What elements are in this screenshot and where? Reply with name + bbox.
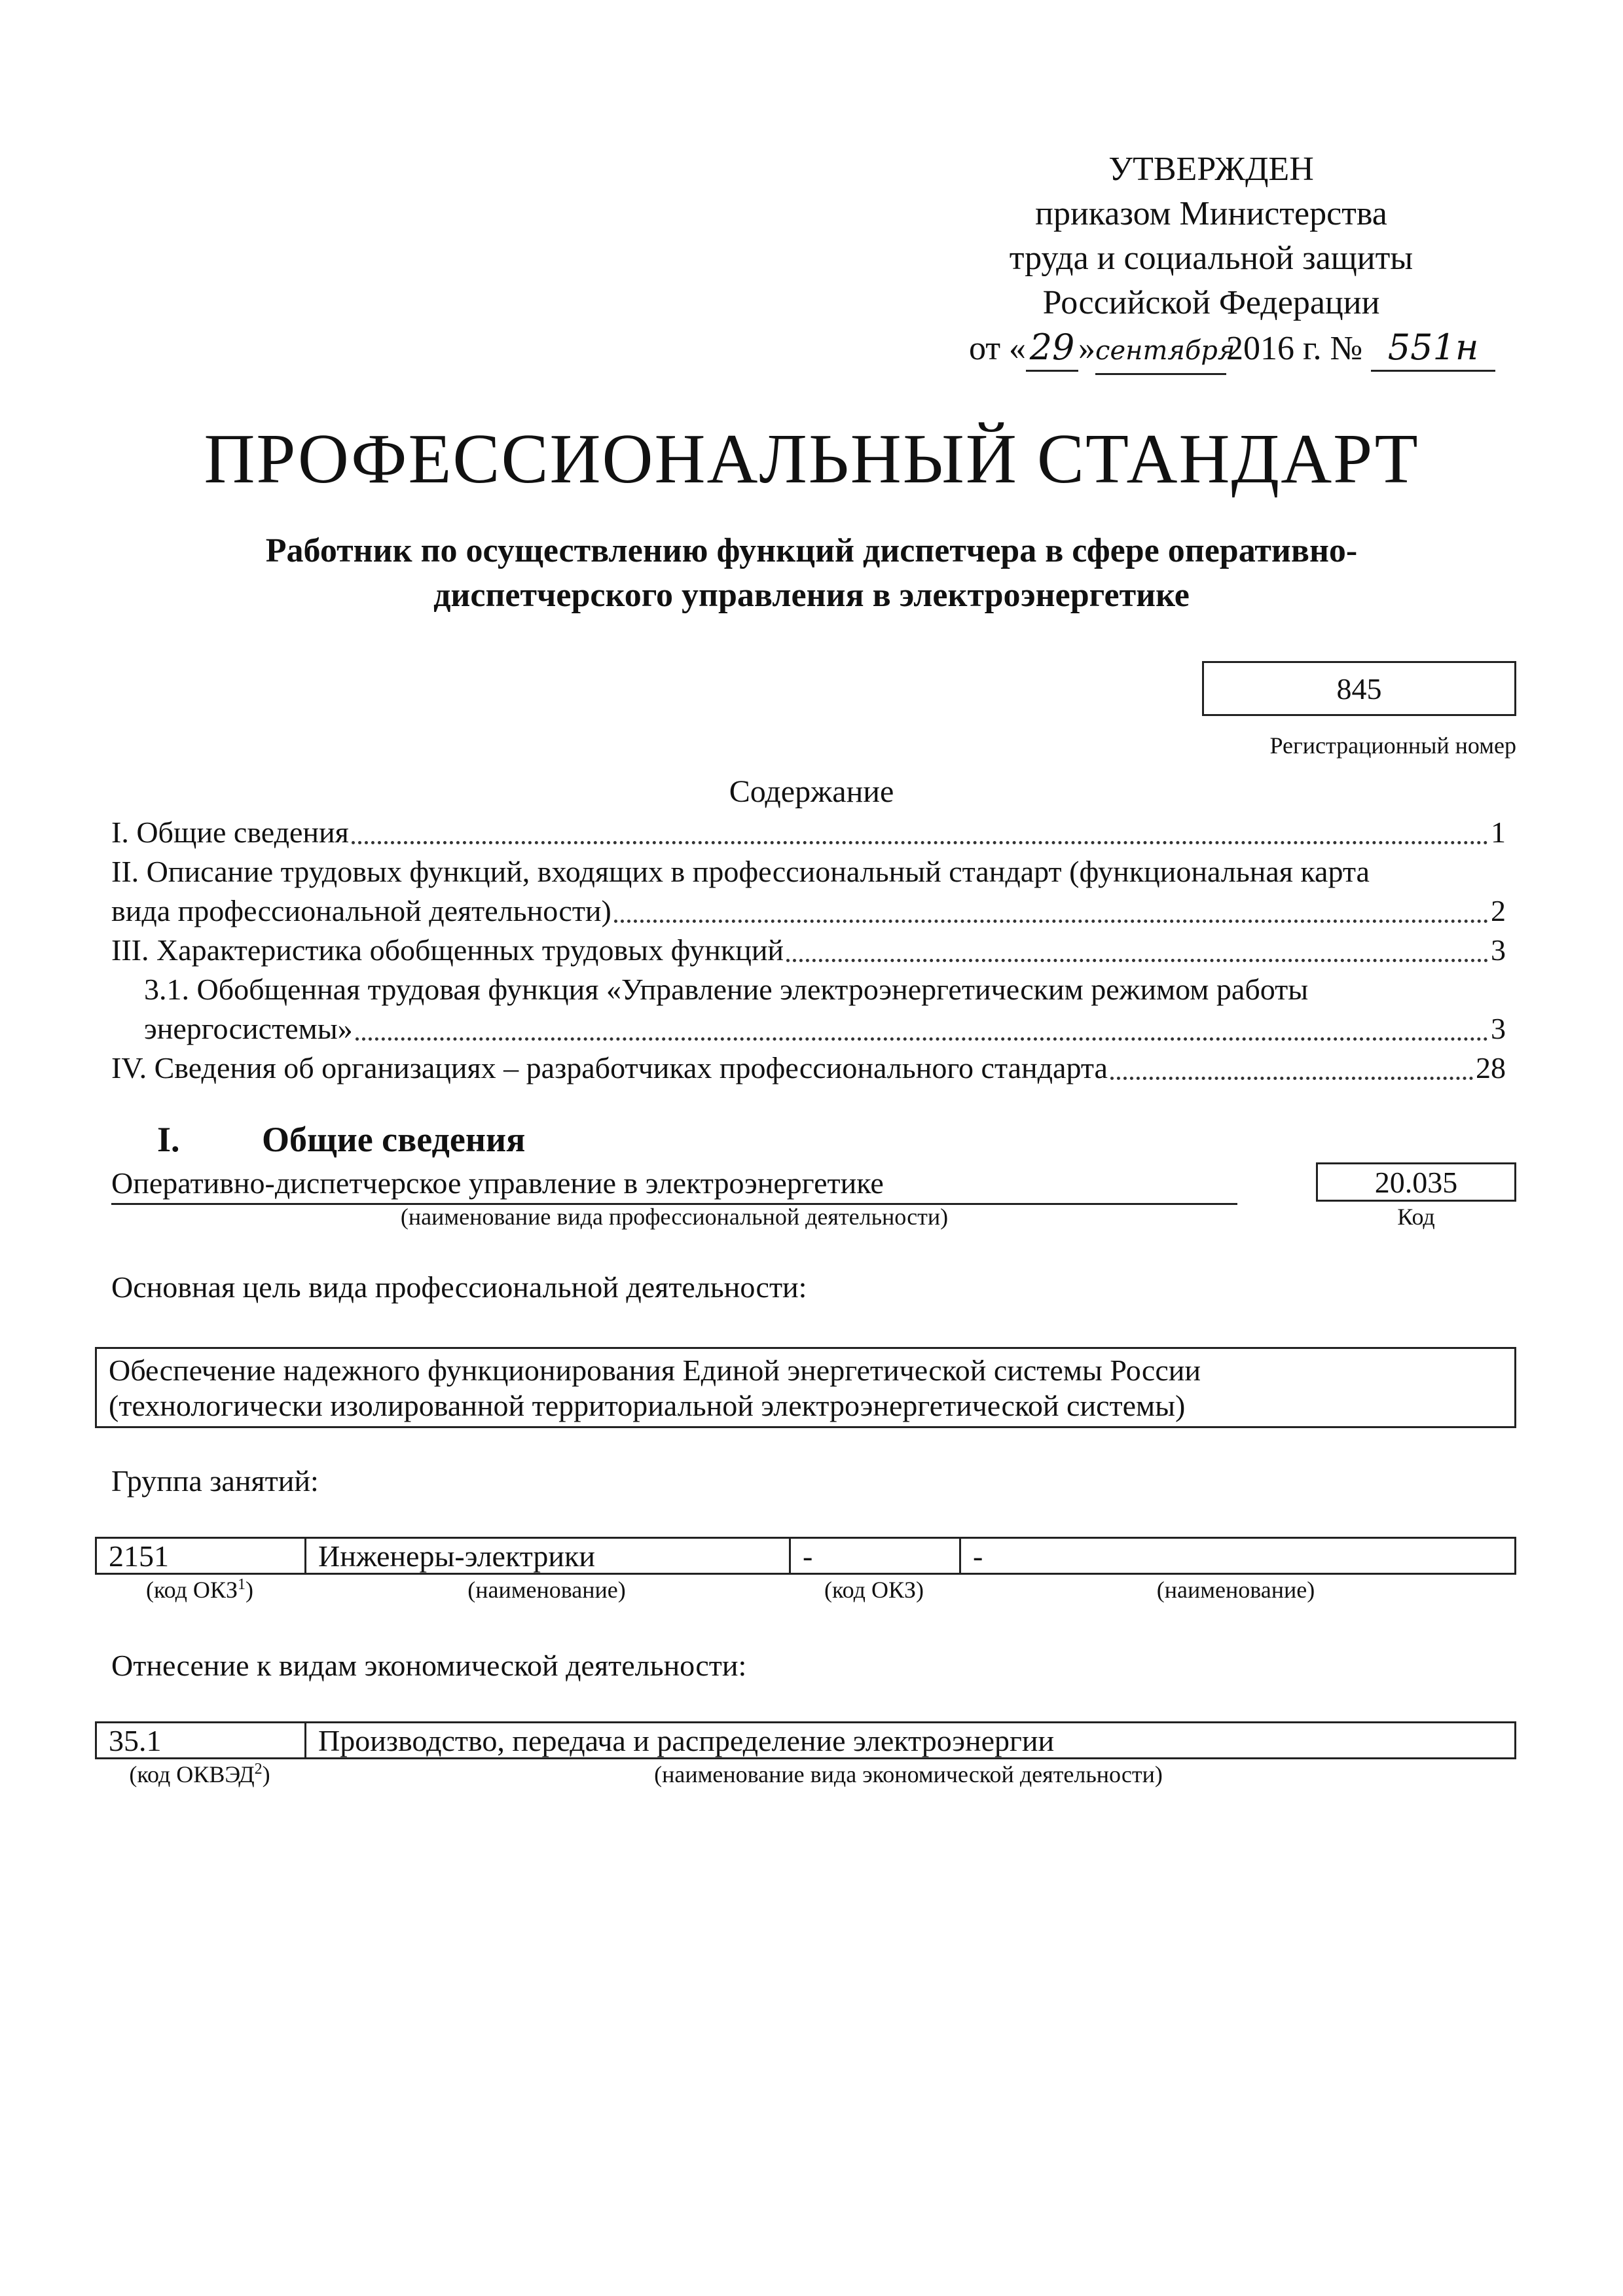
occupation-group-table	[95, 1537, 1516, 1575]
toc-leader	[1110, 1077, 1473, 1080]
toc-item-text: I. Общие сведения	[111, 816, 349, 849]
section-title: Общие сведения	[262, 1120, 526, 1159]
okz-code-caption: (код ОКЗ)	[824, 1577, 924, 1603]
economic-activity-name-caption: (наименование вида экономической деятельности)	[654, 1761, 1163, 1787]
activity-name-caption: (наименование вида профессиональной деятельности)	[400, 1204, 949, 1230]
activity-name-field: Оперативно-диспетчерское управление в электроэнергетике	[111, 1164, 1237, 1205]
document-title: ПРОФЕССИОНАЛЬНЫЙ СТАНДАРТ	[204, 420, 1419, 498]
approval-heading: УТВЕРЖДЕН	[1108, 151, 1314, 188]
toc-leader	[356, 1037, 1488, 1041]
footnote-marker: 1	[237, 1576, 246, 1593]
date-day-handwritten: 29	[1026, 325, 1078, 372]
goal-text-line: Обеспечение надежного функционирования Единой энергетической системы России	[109, 1354, 1201, 1387]
toc-item-wrap-line: II. Описание трудовых функций, входящих в профессиональный стандарт (функциональная карта	[111, 855, 1370, 888]
toc-item-text: III. Характеристика обобщенных трудовых функций	[111, 933, 784, 967]
occupation-group-label: Группа занятий:	[111, 1464, 319, 1498]
approval-line: приказом Министерства	[1035, 195, 1387, 232]
toc-item-page: 3	[1491, 1012, 1506, 1045]
toc-leader	[352, 841, 1488, 844]
section-number: I.	[157, 1120, 180, 1159]
registration-number-caption: Регистрационный номер	[1269, 732, 1516, 759]
economic-activity-name-cell: Производство, передача и распределение электроэнергии	[318, 1723, 1055, 1757]
occupation-name-caption: (наименование)	[1156, 1577, 1315, 1603]
economic-activity-label: Отнесение к видам экономической деятельности:	[111, 1649, 747, 1682]
subtitle-line: диспетчерского управления в электроэнергетике	[433, 577, 1190, 614]
order-number-handwritten: 551н	[1371, 325, 1495, 372]
occupation-name-caption: (наименование)	[467, 1577, 626, 1603]
occupation-name-cell: Инженеры-электрики	[306, 1539, 791, 1573]
toc-item-wrap-line: 3.1. Обобщенная трудовая функция «Управление электроэнергетическим режимом работы	[144, 973, 1309, 1006]
caption-text: (код ОКЗ	[146, 1577, 238, 1603]
toc-item-page: 28	[1476, 1051, 1506, 1085]
caption-text: (код ОКВЭД	[129, 1761, 255, 1787]
toc-leader	[786, 959, 1488, 962]
approval-line: труда и социальной защиты	[1009, 240, 1413, 277]
okz-code-cell: -	[791, 1539, 961, 1573]
toc-item-page: 1	[1491, 816, 1506, 849]
table-of-contents	[111, 813, 1506, 1088]
activity-code-box: 20.035	[1316, 1162, 1516, 1202]
toc-leader	[614, 920, 1488, 923]
toc-item[interactable]	[111, 1049, 1506, 1088]
date-year: 2016 г. №	[1226, 330, 1363, 367]
okved-code-cell: 35.1	[97, 1723, 306, 1757]
footnote-marker: 2	[254, 1761, 263, 1778]
approval-line: Российской Федерации	[1042, 284, 1380, 321]
toc-title: Содержание	[729, 774, 894, 809]
toc-item[interactable]	[111, 1009, 1506, 1049]
date-prefix: от «	[969, 330, 1027, 367]
approval-date-line	[917, 325, 1506, 375]
subtitle-line: Работник по осуществлению функций диспетчера в сфере оперативно-	[265, 532, 1358, 569]
document-subtitle	[131, 529, 1492, 618]
date-month-handwritten: сентября	[1095, 329, 1226, 375]
activity-code-caption: Код	[1397, 1204, 1435, 1230]
okved-code-caption: (код ОКВЭД$^2$)	[129, 1761, 270, 1787]
toc-item[interactable]	[111, 931, 1506, 970]
date-mid: »	[1078, 330, 1096, 367]
toc-item[interactable]	[111, 891, 1506, 931]
approval-block	[917, 147, 1506, 375]
occupation-name-cell: -	[973, 1539, 983, 1573]
toc-item-text: энергосистемы»	[144, 1012, 353, 1045]
goal-label: Основная цель вида профессиональной деятельности:	[111, 1270, 807, 1304]
okz-code-cell: 2151	[97, 1539, 306, 1573]
toc-item-page: 3	[1491, 933, 1506, 967]
goal-text-line: (технологически изолированной территориальной электроэнергетической системы)	[109, 1389, 1186, 1422]
toc-item-text: IV. Сведения об организациях – разработчиках профессионального стандарта	[111, 1051, 1108, 1085]
registration-number-box: 845	[1202, 661, 1516, 716]
economic-activity-table	[95, 1721, 1516, 1759]
toc-item-text: вида профессиональной деятельности)	[111, 894, 611, 927]
toc-item-page: 2	[1491, 894, 1506, 927]
toc-item[interactable]	[111, 813, 1506, 852]
okz-code-caption: (код ОКЗ$^1$)	[146, 1576, 253, 1603]
goal-box	[95, 1347, 1516, 1428]
section-heading	[157, 1119, 525, 1160]
